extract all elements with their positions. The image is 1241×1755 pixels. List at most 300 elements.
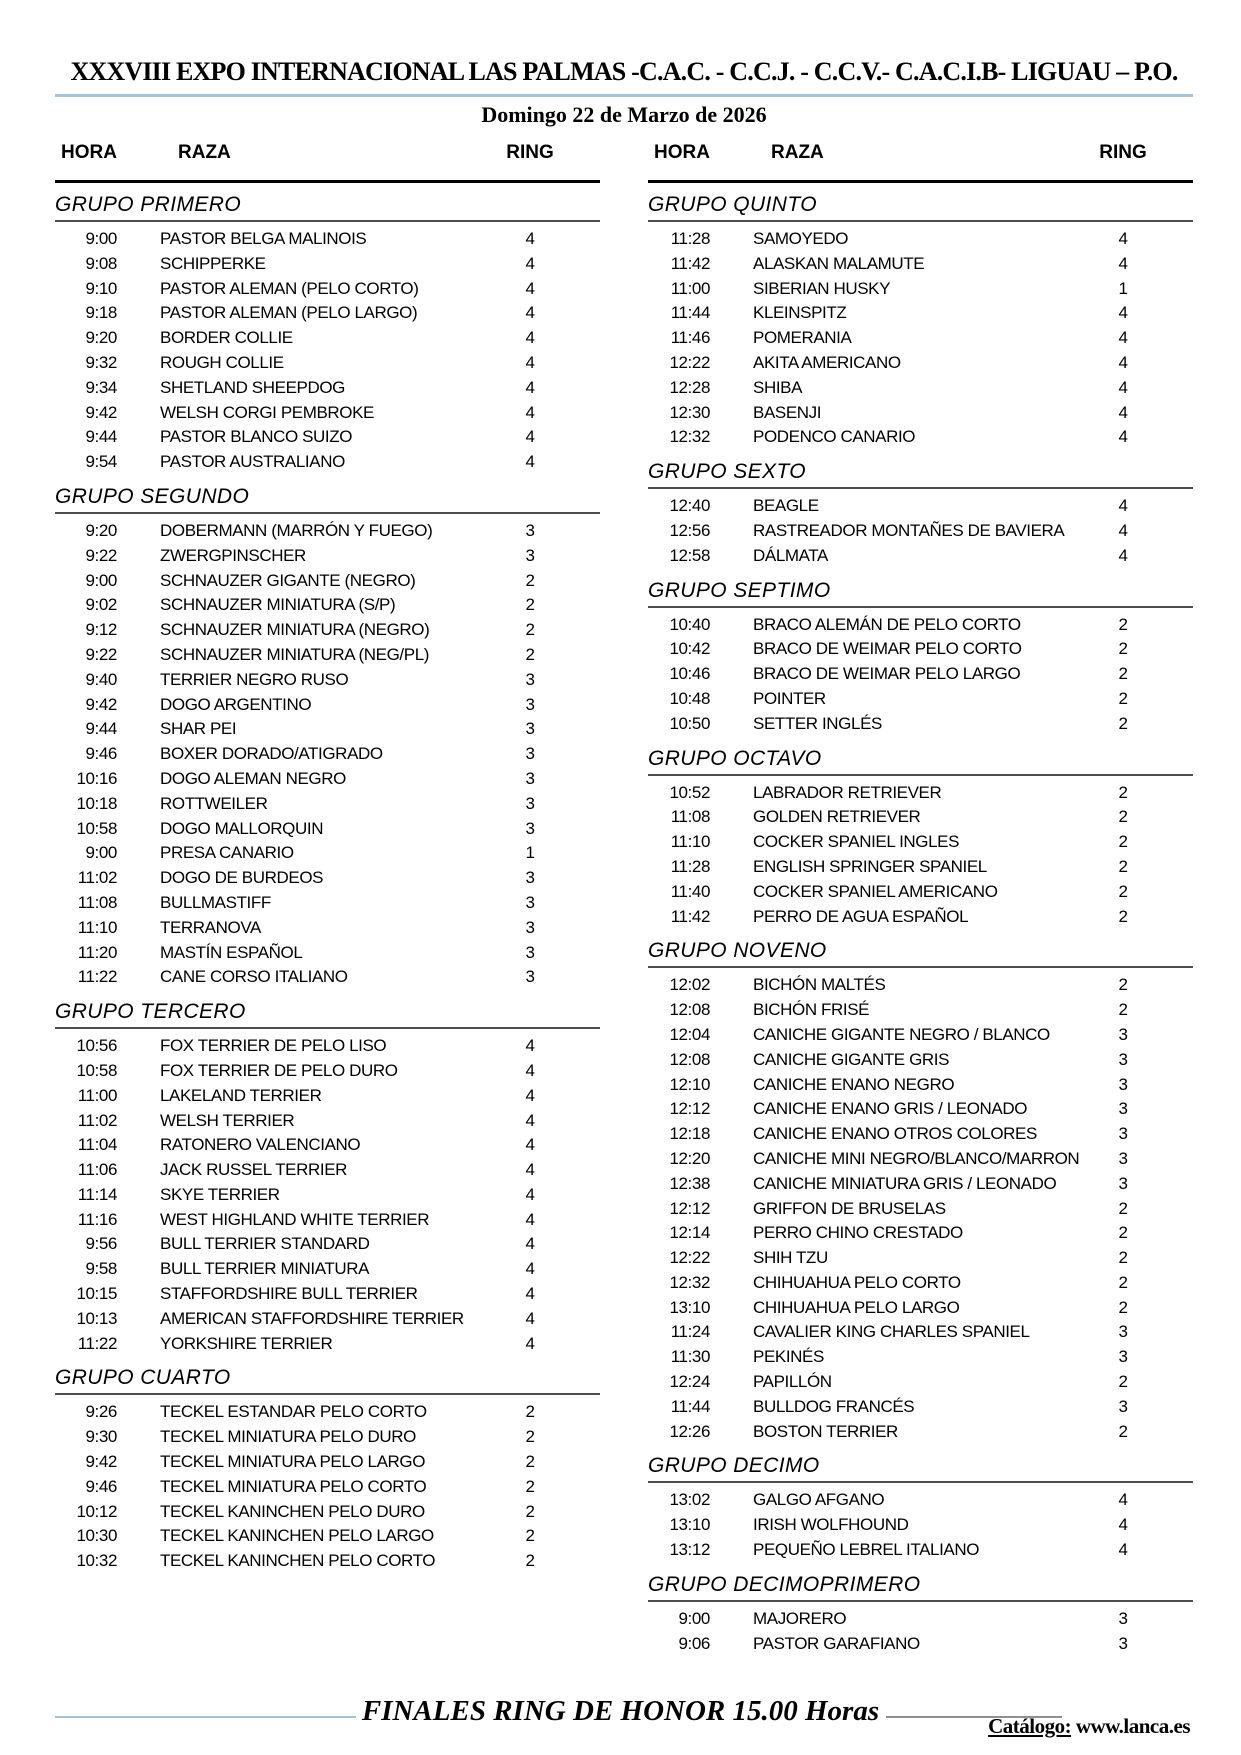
- row-breed: YORKSHIRE TERRIER: [160, 1333, 333, 1353]
- schedule-row: [55, 425, 600, 450]
- schedule-row: [55, 965, 600, 990]
- row-ring: 2: [525, 620, 535, 640]
- row-time: 9:54: [85, 452, 117, 472]
- group-header: GRUPO SEXTO: [648, 459, 1193, 489]
- row-ring: 4: [525, 1234, 535, 1254]
- schedule-row: [55, 1084, 600, 1109]
- row-ring: 3: [1118, 1608, 1128, 1628]
- row-ring: 1: [1118, 278, 1128, 298]
- row-time: 11:08: [670, 807, 710, 827]
- schedule-row: [55, 767, 600, 792]
- schedule-row: [648, 351, 1193, 376]
- schedule-row: [648, 1370, 1193, 1395]
- schedule-row: [55, 841, 600, 866]
- schedule-row: [55, 450, 600, 475]
- row-breed: LABRADOR RETRIEVER: [753, 782, 942, 802]
- schedule-row: [55, 866, 600, 891]
- schedule-row: [648, 1073, 1193, 1098]
- row-time: 12:02: [669, 975, 710, 995]
- row-ring: 3: [1118, 1074, 1128, 1094]
- row-ring: 3: [1118, 1633, 1128, 1653]
- row-ring: 4: [1118, 377, 1128, 397]
- row-breed: AKITA AMERICANO: [753, 352, 901, 372]
- row-breed: SAMOYEDO: [753, 229, 849, 248]
- row-time: 11:00: [77, 1085, 117, 1105]
- row-ring: 3: [525, 892, 535, 912]
- row-breed: DOGO DE BURDEOS: [160, 868, 324, 888]
- row-ring: 3: [525, 719, 535, 739]
- row-ring: 3: [1118, 1173, 1128, 1193]
- row-time: 10:13: [76, 1308, 117, 1328]
- schedule-row: [55, 1158, 600, 1183]
- row-time: 12:12: [669, 1099, 710, 1119]
- schedule-row: [55, 401, 600, 426]
- column-header-raza: RAZA: [178, 142, 231, 163]
- row-breed: PASTOR BLANCO SUIZO: [160, 427, 353, 447]
- row-ring: 4: [525, 1259, 535, 1279]
- row-time: 11:02: [77, 1110, 117, 1130]
- schedule-row: [648, 326, 1193, 351]
- page-title: XXXVIII EXPO INTERNACIONAL LAS PALMAS -C.A.C. - C.C.J. - C.C.V.- C.A.C.I.B- LIGUAU – P.O.: [70, 57, 1178, 86]
- schedule-row: [55, 351, 600, 376]
- row-time: 9:00: [678, 1608, 710, 1628]
- row-time: 11:08: [77, 892, 117, 912]
- row-ring: 2: [1118, 1223, 1128, 1243]
- row-time: 11:04: [77, 1135, 117, 1155]
- row-ring: 2: [525, 644, 535, 664]
- row-breed: WELSH TERRIER: [160, 1110, 295, 1130]
- schedule-row: [55, 1282, 600, 1307]
- schedule-row: [648, 1420, 1193, 1445]
- schedule-row: [55, 742, 600, 767]
- row-ring: 2: [1118, 832, 1128, 852]
- schedule-row: [55, 817, 600, 842]
- row-breed: TECKEL KANINCHEN PELO CORTO: [160, 1551, 436, 1571]
- row-time: 13:12: [669, 1540, 710, 1560]
- row-ring: 2: [525, 1501, 535, 1521]
- row-ring: 4: [1118, 352, 1128, 372]
- group-section: [648, 192, 1193, 450]
- schedule-row: [55, 717, 600, 742]
- row-time: 11:06: [77, 1160, 117, 1180]
- row-breed: PEQUEÑO LEBREL ITALIANO: [753, 1540, 980, 1560]
- row-time: 9:22: [85, 644, 117, 664]
- row-ring: 2: [1118, 881, 1128, 901]
- schedule-row: [55, 941, 600, 966]
- schedule-row: [55, 1133, 600, 1158]
- row-breed: BICHÓN MALTÉS: [753, 975, 886, 995]
- row-breed: SETTER INGLÉS: [753, 713, 882, 733]
- schedule-row: [55, 1257, 600, 1282]
- group-rows: [648, 1483, 1193, 1562]
- row-time: 10:46: [669, 664, 710, 684]
- schedule-row: [55, 1034, 600, 1059]
- row-time: 11:44: [670, 1396, 710, 1416]
- right-column-groups: [648, 192, 1193, 1656]
- finals-announcement: FINALES RING DE HONOR 15.00 Horas: [361, 1695, 880, 1727]
- row-time: 12:40: [669, 496, 710, 516]
- row-ring: 2: [525, 1427, 535, 1447]
- row-time: 11:10: [77, 917, 117, 937]
- row-ring: 3: [525, 793, 535, 813]
- column-header-hora: HORA: [654, 142, 710, 163]
- row-breed: SCHNAUZER MINIATURA (NEG/PL): [160, 644, 430, 664]
- row-ring: 4: [525, 328, 535, 348]
- row-time: 10:40: [669, 614, 710, 634]
- row-time: 12:24: [669, 1372, 710, 1392]
- row-breed: MAJORERO: [753, 1608, 847, 1628]
- left-column-groups: [55, 192, 600, 1574]
- row-breed: FOX TERRIER DE PELO LISO: [160, 1036, 387, 1056]
- catalog-reference: [988, 1714, 1190, 1739]
- schedule-row: [55, 544, 600, 569]
- row-ring: 3: [1118, 1124, 1128, 1144]
- row-time: 12:18: [669, 1124, 710, 1144]
- row-ring: 3: [525, 917, 535, 937]
- row-ring: 2: [1118, 906, 1128, 926]
- row-ring: 2: [1118, 807, 1128, 827]
- row-breed: FOX TERRIER DE PELO DURO: [160, 1060, 398, 1080]
- row-time: 11:22: [77, 967, 117, 987]
- column-header-raza: RAZA: [771, 142, 824, 163]
- schedule-row: [648, 1320, 1193, 1345]
- row-breed: TECKEL KANINCHEN PELO LARGO: [160, 1526, 434, 1546]
- row-breed: RATONERO VALENCIANO: [160, 1135, 361, 1155]
- row-breed: DOBERMANN (MARRÓN Y FUEGO): [160, 520, 433, 540]
- row-breed: RASTREADOR MONTAÑES DE BAVIERA: [753, 520, 1065, 540]
- row-time: 11:00: [670, 278, 710, 298]
- catalog-url-link[interactable]: www.lanca.es: [1075, 1714, 1190, 1738]
- row-ring: 2: [1118, 1421, 1128, 1441]
- schedule-row: [55, 1475, 600, 1500]
- row-breed: TERRANOVA: [160, 917, 261, 937]
- schedule-row: [55, 1332, 600, 1357]
- row-ring: 4: [1118, 303, 1128, 323]
- row-ring: 2: [1118, 1297, 1128, 1317]
- schedule-row: [55, 593, 600, 618]
- row-ring: 3: [1118, 1024, 1128, 1044]
- row-breed: SCHNAUZER GIGANTE (NEGRO): [160, 570, 416, 590]
- row-breed: JACK RUSSEL TERRIER: [160, 1160, 348, 1180]
- row-breed: BICHÓN FRISÉ: [753, 1000, 870, 1020]
- row-time: 11:46: [670, 328, 710, 348]
- row-breed: COCKER SPANIEL INGLES: [753, 832, 960, 852]
- row-time: 13:10: [669, 1297, 710, 1317]
- schedule-row: [55, 1208, 600, 1233]
- schedule-row: [648, 662, 1193, 687]
- row-time: 9:22: [85, 545, 117, 565]
- row-ring: 2: [525, 1526, 535, 1546]
- row-time: 10:15: [76, 1284, 117, 1304]
- row-breed: PASTOR ALEMAN (PELO LARGO): [160, 303, 418, 323]
- schedule-row: [55, 1307, 600, 1332]
- schedule-row: [648, 401, 1193, 426]
- row-breed: SHIBA: [753, 377, 803, 397]
- schedule-row: [648, 376, 1193, 401]
- row-ring: 4: [525, 427, 535, 447]
- row-breed: CANICHE GIGANTE GRIS: [753, 1049, 950, 1069]
- schedule-row: [55, 519, 600, 544]
- row-breed: BEAGLE: [753, 496, 819, 516]
- row-time: 10:16: [76, 768, 117, 788]
- row-breed: CHIHUAHUA PELO CORTO: [753, 1272, 961, 1292]
- row-breed: SCHNAUZER MINIATURA (S/P): [160, 595, 396, 615]
- schedule-row: [55, 277, 600, 302]
- schedule-row: [648, 1147, 1193, 1172]
- row-time: 9:42: [85, 402, 117, 422]
- schedule-row: [55, 569, 600, 594]
- schedule-columns: [55, 142, 1193, 1656]
- row-ring: 3: [525, 967, 535, 987]
- row-time: 12:32: [669, 1272, 710, 1292]
- row-ring: 2: [1118, 1198, 1128, 1218]
- row-ring: 3: [525, 669, 535, 689]
- row-breed: BOXER DORADO/ATIGRADO: [160, 744, 383, 764]
- row-time: 10:12: [76, 1501, 117, 1521]
- row-time: 12:28: [669, 377, 710, 397]
- row-ring: 4: [525, 1036, 535, 1056]
- row-breed: BULLMASTIFF: [160, 892, 271, 912]
- row-time: 9:56: [85, 1234, 117, 1254]
- row-time: 12:56: [669, 520, 710, 540]
- schedule-row: [648, 1122, 1193, 1147]
- row-time: 9:08: [85, 253, 117, 273]
- schedule-row: [55, 1524, 600, 1549]
- row-breed: CANICHE GIGANTE NEGRO / BLANCO: [753, 1024, 1050, 1044]
- row-breed: BULL TERRIER MINIATURA: [160, 1259, 370, 1279]
- schedule-row: [648, 1097, 1193, 1122]
- schedule-row: [648, 880, 1193, 905]
- row-ring: 4: [525, 1110, 535, 1130]
- group-section: [55, 1365, 600, 1574]
- row-ring: 2: [1118, 782, 1128, 802]
- table-header-right: [648, 142, 1193, 183]
- schedule-row: [648, 712, 1193, 737]
- row-ring: 4: [525, 452, 535, 472]
- group-section: [55, 999, 600, 1356]
- row-breed: WEST HIGHLAND WHITE TERRIER: [160, 1209, 430, 1229]
- row-breed: PERRO CHINO CRESTADO: [753, 1223, 963, 1243]
- row-time: 12:08: [669, 1000, 710, 1020]
- group-header: GRUPO TERCERO: [55, 999, 600, 1029]
- row-time: 11:16: [77, 1209, 117, 1229]
- row-breed: TECKEL ESTANDAR PELO CORTO: [160, 1402, 427, 1422]
- row-time: 9:30: [85, 1427, 117, 1447]
- schedule-row: [55, 1109, 600, 1134]
- schedule-row: [55, 916, 600, 941]
- row-breed: KLEINSPITZ: [753, 303, 847, 323]
- row-time: 10:56: [76, 1036, 117, 1056]
- row-breed: DOGO MALLORQUIN: [160, 818, 324, 838]
- row-time: 9:10: [85, 278, 117, 298]
- schedule-row: [648, 1172, 1193, 1197]
- schedule-row: [55, 1183, 600, 1208]
- row-ring: 3: [1118, 1099, 1128, 1119]
- row-time: 9:42: [85, 1452, 117, 1472]
- row-breed: IRISH WOLFHOUND: [753, 1515, 909, 1535]
- row-time: 10:18: [76, 793, 117, 813]
- left-column: [55, 142, 600, 1656]
- schedule-row: [648, 1246, 1193, 1271]
- row-ring: 3: [525, 520, 535, 540]
- schedule-row: [648, 781, 1193, 806]
- row-breed: COCKER SPANIEL AMERICANO: [753, 881, 998, 901]
- row-time: 9:46: [85, 744, 117, 764]
- row-breed: STAFFORDSHIRE BULL TERRIER: [160, 1284, 418, 1304]
- row-ring: 4: [525, 402, 535, 422]
- row-ring: 2: [1118, 1272, 1128, 1292]
- row-breed: POINTER: [753, 688, 826, 708]
- row-breed: CHIHUAHUA PELO LARGO: [753, 1297, 960, 1317]
- row-breed: BORDER COLLIE: [160, 328, 293, 348]
- row-time: 11:10: [670, 832, 710, 852]
- row-time: 12:30: [669, 402, 710, 422]
- row-time: 10:30: [76, 1526, 117, 1546]
- schedule-row: [55, 301, 600, 326]
- column-header-hora: HORA: [61, 142, 117, 163]
- right-column: [648, 142, 1193, 1656]
- row-ring: 2: [1118, 713, 1128, 733]
- group-rows: [648, 1602, 1193, 1657]
- group-header: GRUPO DECIMOPRIMERO: [648, 1572, 1193, 1602]
- row-breed: PASTOR BELGA MALINOIS: [160, 229, 367, 248]
- schedule-row: [648, 1538, 1193, 1563]
- row-ring: 3: [525, 768, 535, 788]
- row-time: 12:08: [669, 1049, 710, 1069]
- row-ring: 4: [1118, 520, 1128, 540]
- row-breed: CANICHE ENANO OTROS COLORES: [753, 1124, 1037, 1144]
- row-time: 11:42: [670, 253, 710, 273]
- row-ring: 4: [525, 1184, 535, 1204]
- schedule-row: [55, 1549, 600, 1574]
- group-section: [648, 459, 1193, 568]
- group-section: [55, 484, 600, 990]
- row-breed: BRACO DE WEIMAR PELO CORTO: [753, 639, 1022, 659]
- schedule-row: [648, 1296, 1193, 1321]
- row-breed: SKYE TERRIER: [160, 1184, 280, 1204]
- row-breed: CANICHE MINI NEGRO/BLANCO/MARRON: [753, 1148, 1080, 1168]
- row-ring: 3: [525, 868, 535, 888]
- group-section: [648, 578, 1193, 737]
- group-header: GRUPO OCTAVO: [648, 746, 1193, 776]
- row-time: 9:40: [85, 669, 117, 689]
- row-ring: 4: [1118, 1515, 1128, 1535]
- row-ring: 4: [1118, 402, 1128, 422]
- row-ring: 2: [1118, 1248, 1128, 1268]
- row-time: 11:02: [77, 868, 117, 888]
- schedule-row: [648, 1023, 1193, 1048]
- row-breed: LAKELAND TERRIER: [160, 1085, 322, 1105]
- row-ring: 2: [1118, 1372, 1128, 1392]
- row-breed: PASTOR AUSTRALIANO: [160, 452, 345, 472]
- row-time: 11:42: [670, 906, 710, 926]
- schedule-row: [55, 1400, 600, 1425]
- row-time: 10:42: [669, 639, 710, 659]
- row-ring: 2: [1118, 614, 1128, 634]
- schedule-row: [55, 1232, 600, 1257]
- schedule-row: [648, 1395, 1193, 1420]
- group-header: GRUPO PRIMERO: [55, 192, 600, 222]
- schedule-row: [648, 227, 1193, 252]
- schedule-row: [648, 494, 1193, 519]
- schedule-row: [55, 643, 600, 668]
- schedule-row: [55, 792, 600, 817]
- row-time: 9:20: [85, 328, 117, 348]
- row-time: 9:02: [85, 595, 117, 615]
- row-ring: 4: [1118, 427, 1128, 447]
- row-ring: 4: [1118, 1540, 1128, 1560]
- row-breed: PODENCO CANARIO: [753, 427, 916, 447]
- row-time: 12:12: [669, 1198, 710, 1218]
- row-breed: GRIFFON DE BRUSELAS: [753, 1198, 946, 1218]
- row-ring: 2: [1118, 856, 1128, 876]
- row-time: 11:20: [77, 942, 117, 962]
- row-ring: 3: [525, 694, 535, 714]
- row-time: 9:20: [85, 520, 117, 540]
- row-breed: CANE CORSO ITALIANO: [160, 967, 348, 987]
- row-ring: 4: [1118, 496, 1128, 516]
- schedule-row: [55, 326, 600, 351]
- title-divider-line: [55, 94, 1193, 97]
- row-breed: CAVALIER KING CHARLES SPANIEL: [753, 1322, 1030, 1342]
- row-breed: PASTOR GARAFIANO: [753, 1633, 920, 1653]
- row-time: 9:00: [85, 843, 117, 863]
- group-rows: [648, 608, 1193, 737]
- row-breed: CANICHE MINIATURA GRIS / LEONADO: [753, 1173, 1057, 1193]
- row-time: 10:58: [76, 818, 117, 838]
- row-time: 12:14: [669, 1223, 710, 1243]
- row-time: 11:24: [670, 1322, 710, 1342]
- row-breed: BRACO ALEMÁN DE PELO CORTO: [753, 614, 1021, 634]
- row-breed: ENGLISH SPRINGER SPANIEL: [753, 856, 987, 876]
- row-breed: TERRIER NEGRO RUSO: [160, 669, 349, 689]
- schedule-row: [648, 1048, 1193, 1073]
- row-time: 11:22: [77, 1333, 117, 1353]
- row-breed: BOSTON TERRIER: [753, 1421, 898, 1441]
- row-time: 12:26: [669, 1421, 710, 1441]
- group-rows: [648, 222, 1193, 450]
- row-time: 9:00: [85, 229, 117, 248]
- schedule-row: [648, 1632, 1193, 1657]
- group-header: GRUPO DECIMO: [648, 1453, 1193, 1483]
- row-time: 9:26: [85, 1402, 117, 1422]
- schedule-row: [648, 687, 1193, 712]
- schedule-row: [648, 855, 1193, 880]
- row-ring: 4: [1118, 253, 1128, 273]
- row-time: 10:32: [76, 1551, 117, 1571]
- column-header-ring: RING: [1099, 142, 1147, 163]
- row-breed: TECKEL MINIATURA PELO CORTO: [160, 1476, 427, 1496]
- row-ring: 4: [525, 278, 535, 298]
- group-section: [648, 938, 1193, 1444]
- schedule-row: [648, 1345, 1193, 1370]
- row-ring: 3: [525, 545, 535, 565]
- row-ring: 2: [1118, 1000, 1128, 1020]
- row-breed: BASENJI: [753, 402, 822, 422]
- group-rows: [648, 968, 1193, 1444]
- row-ring: 3: [1118, 1049, 1128, 1069]
- schedule-row: [648, 905, 1193, 930]
- row-time: 9:06: [678, 1633, 710, 1653]
- group-header: GRUPO SEGUNDO: [55, 484, 600, 514]
- row-time: 13:10: [669, 1515, 710, 1535]
- row-ring: 4: [525, 303, 535, 323]
- row-ring: 2: [525, 595, 535, 615]
- schedule-row: [648, 1513, 1193, 1538]
- row-time: 12:22: [669, 352, 710, 372]
- row-time: 9:34: [85, 377, 117, 397]
- row-time: 11:28: [670, 229, 710, 248]
